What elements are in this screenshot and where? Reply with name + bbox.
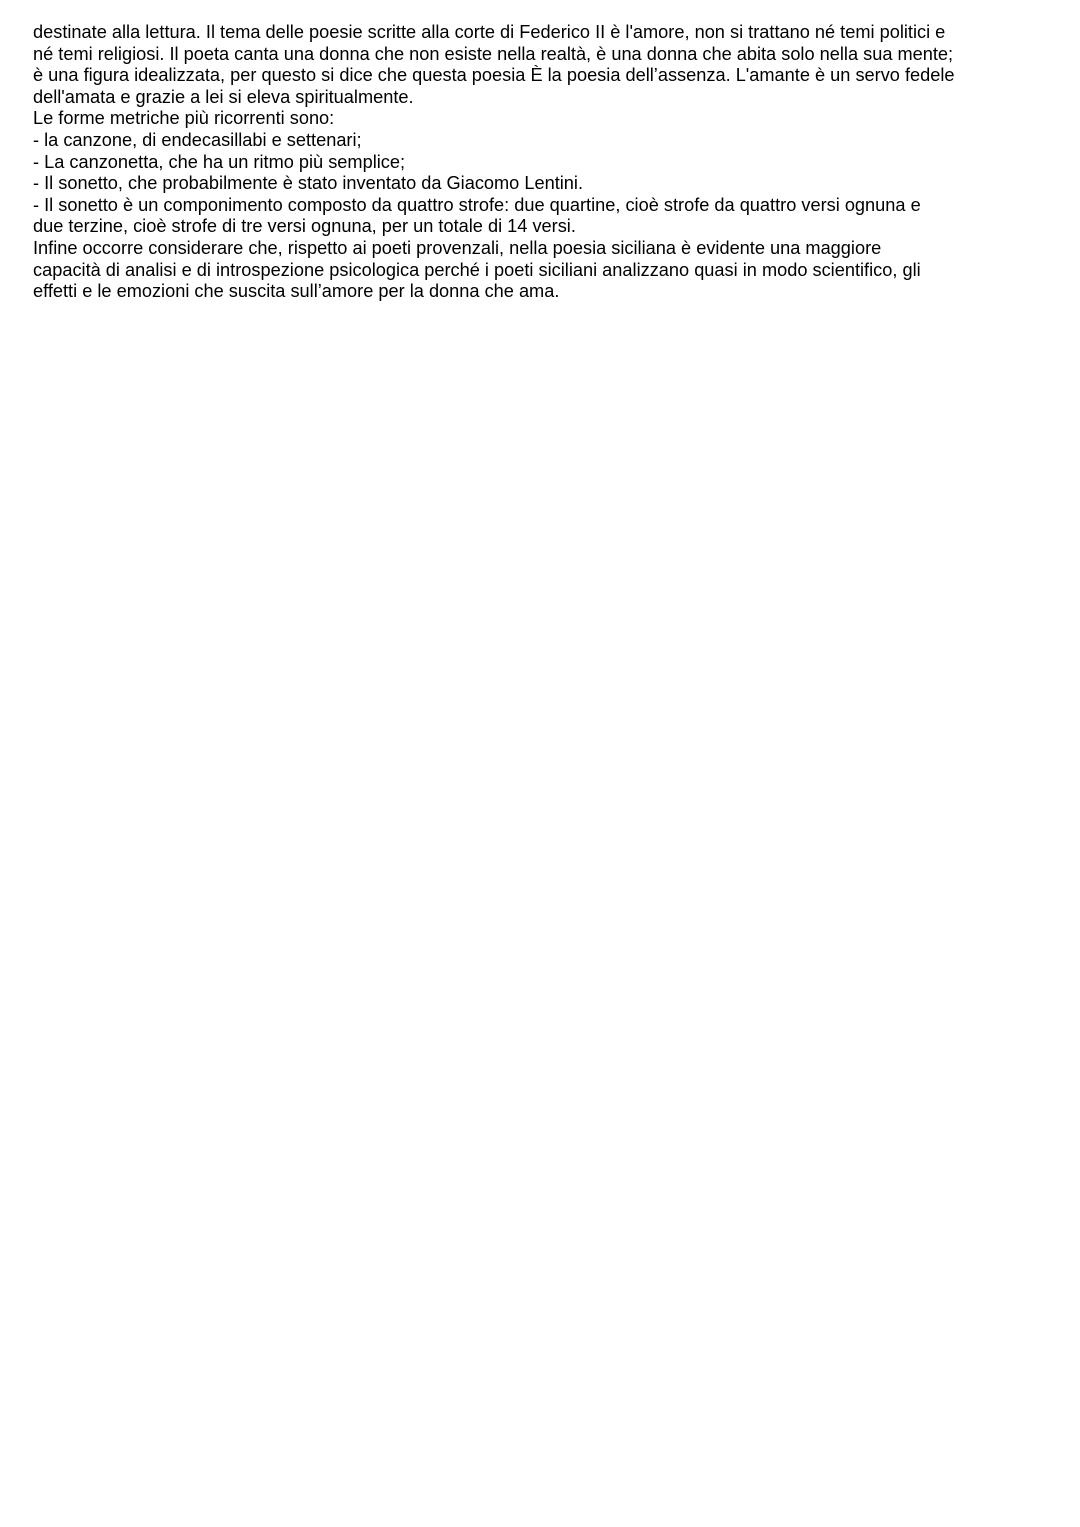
list-item: - Il sonetto, che probabilmente è stato inventato da Giacomo Lentini. [33,173,583,194]
text-line: capacità di analisi e di introspezione psicologica perché i poeti siciliani analizzano quasi in modo scientifico, gli [33,259,921,280]
text-line: né temi religiosi. Il poeta canta una donna che non esiste nella realtà, è una donna che abita solo nella sua mente; [33,43,954,64]
intro-paragraph [33,22,1063,108]
list-item: - Il sonetto è un componimento composto da quattro strofe: due quartine, cioè strofe da quattro versi ognuna e [33,194,921,215]
text-line: dell'amata e grazie a lei si eleva spiritualmente. [33,86,414,107]
text-line: Infine occorre considerare che, rispetto ai poeti provenzali, nella poesia siciliana è evidente una maggiore [33,237,882,258]
conclusion-paragraph [33,238,1063,303]
metric-forms-section [33,108,1063,238]
document-page [33,22,1063,303]
text-line: è una figura idealizzata, per questo si dice che questa poesia È la poesia dell’assenza. L'amante è un servo fedele [33,65,955,86]
list-item-continuation: due terzine, cioè strofe di tre versi ognuna, per un totale di 14 versi. [33,216,576,237]
text-line: destinate alla lettura. Il tema delle poesie scritte alla corte di Federico II è l'amore, non si trattano né temi politici e [33,22,946,42]
list-item: - La canzonetta, che ha un ritmo più semplice; [33,151,406,172]
text-line: effetti e le emozioni che suscita sull’amore per la donna che ama. [33,281,560,302]
list-item: - la canzone, di endecasillabi e settenari; [33,129,362,150]
list-heading: Le forme metriche più ricorrenti sono: [33,108,335,129]
